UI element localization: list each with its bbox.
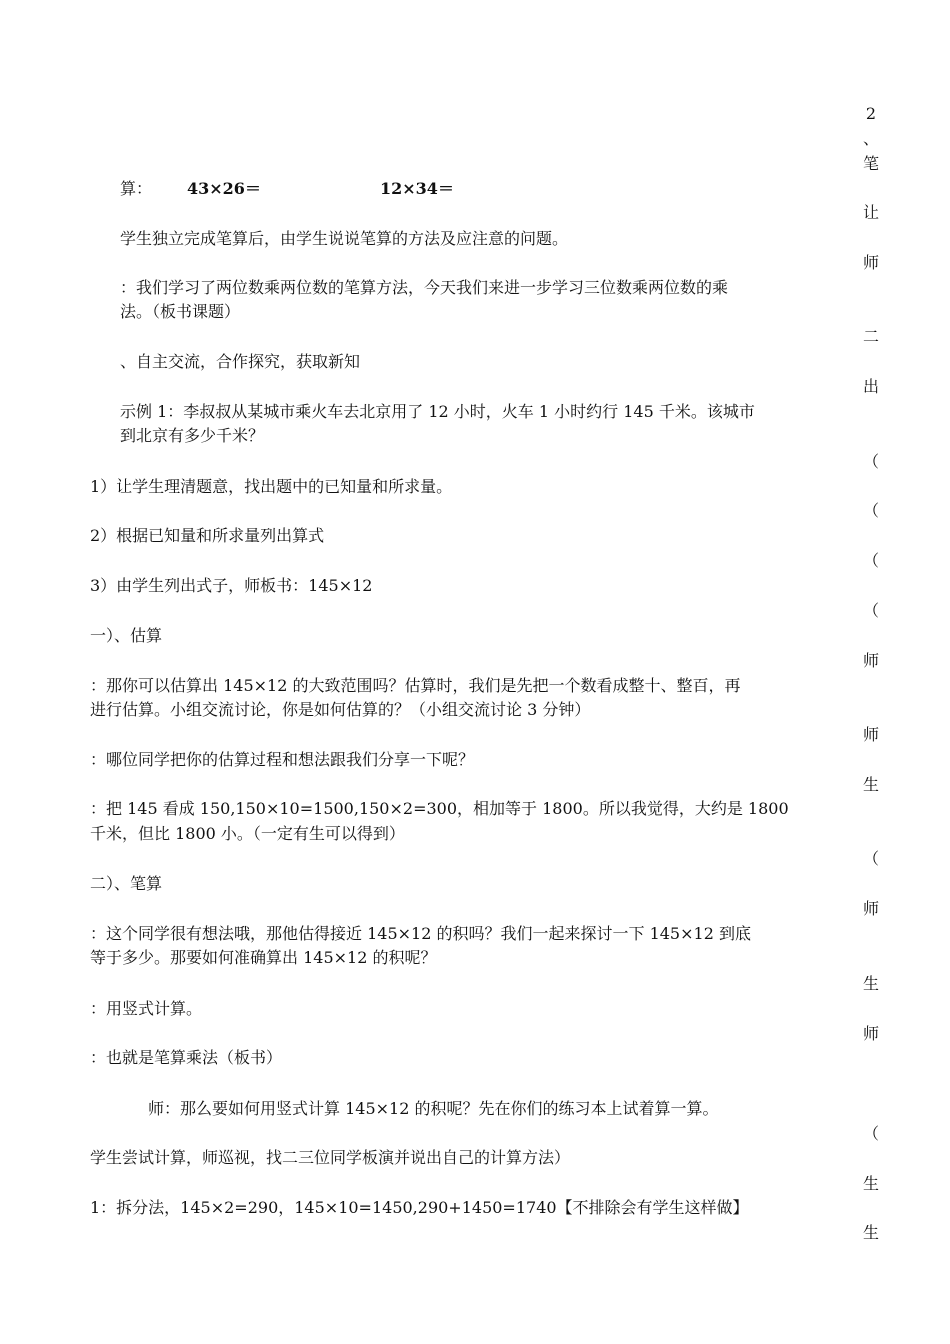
margin-char: 2 <box>865 104 877 123</box>
example-problem: 示例 1：李叔叔从某城市乘火车去北京用了 12 小时，火车 1 小时约行 145 千米。该城市 <box>120 402 755 421</box>
margin-char: （ <box>862 452 879 471</box>
margin-char: 、 <box>862 129 879 148</box>
paragraph-continued: 进行估算。小组交流讨论，你是如何估算的？（小组交流讨论 3 分钟） <box>90 700 591 719</box>
subsection-heading: 二）、笔算 <box>90 874 163 893</box>
paragraph: ：用竖式计算。 <box>90 999 203 1018</box>
margin-char: 二 <box>862 327 879 346</box>
paragraph-continued: 法。（板书课题） <box>120 302 241 321</box>
paragraph: ：把 145 看成 150,150×10=1500,150×2=300，相加等于 1800。所以我觉得，大约是 1800 <box>90 799 789 818</box>
paragraph: 1：拆分法，145×2=290，145×10=1450,290+1450=1740【不排除会有学生这样做】 <box>90 1198 749 1217</box>
step-1: 1）让学生理清题意，找出题中的已知量和所求量。 <box>90 477 453 496</box>
example-problem-continued: 到北京有多少千米？ <box>120 426 265 445</box>
practice-expression-1: 43×26＝ <box>187 179 261 198</box>
margin-char: 出 <box>862 377 879 396</box>
margin-char: 师 <box>862 725 879 744</box>
margin-char: （ <box>862 501 879 520</box>
paragraph: ：那你可以估算出 145×12 的大致范围吗？估算时，我们是先把一个数看成整十、整百，再 <box>90 676 741 695</box>
margin-char: 师 <box>862 253 879 272</box>
margin-char: 生 <box>862 1174 879 1193</box>
paragraph: ：这个同学很有想法哦，那他估得接近 145×12 的积吗？我们一起来探讨一下 145×12 到底 <box>90 924 751 943</box>
paragraph: ：哪位同学把你的估算过程和想法跟我们分享一下呢？ <box>90 750 475 769</box>
margin-char: 生 <box>862 974 879 993</box>
margin-char: 师 <box>862 1024 879 1043</box>
subsection-heading: 一）、估算 <box>90 626 163 645</box>
practice-label: 算： <box>120 179 153 198</box>
margin-char: 生 <box>862 775 879 794</box>
step-2: 2）根据已知量和所求量列出算式 <box>90 526 325 545</box>
margin-char: 师 <box>862 651 879 670</box>
paragraph: 师：那么要如何用竖式计算 145×12 的积呢？先在你们的练习本上试着算一算。 <box>148 1099 719 1118</box>
paragraph: ：我们学习了两位数乘两位数的笔算方法，今天我们来进一步学习三位数乘两位数的乘 <box>120 278 729 297</box>
paragraph-continued: 等于多少。那要如何准确算出 145×12 的积呢？ <box>90 948 437 967</box>
practice-expression-2: 12×34＝ <box>380 179 454 198</box>
paragraph: ：也就是笔算乘法（板书） <box>90 1048 283 1067</box>
paragraph: 学生独立完成笔算后，由学生说说笔算的方法及应注意的问题。 <box>120 229 569 248</box>
margin-char: 让 <box>862 203 879 222</box>
margin-char: （ <box>862 1124 879 1143</box>
paragraph-continued: 千米，但比 1800 小。（一定有生可以得到） <box>90 824 405 843</box>
margin-char: （ <box>862 551 879 570</box>
margin-char: （ <box>862 849 879 868</box>
paragraph: 学生尝试计算，师巡视，找二三位同学板演并说出自己的计算方法） <box>90 1148 571 1167</box>
margin-char: 师 <box>862 899 879 918</box>
step-3: 3）由学生列出式子，师板书：145×12 <box>90 576 373 595</box>
section-heading: 、自主交流，合作探究，获取新知 <box>120 352 361 371</box>
margin-char: （ <box>862 601 879 620</box>
margin-char: 笔 <box>862 154 879 173</box>
margin-char: 生 <box>862 1223 879 1242</box>
